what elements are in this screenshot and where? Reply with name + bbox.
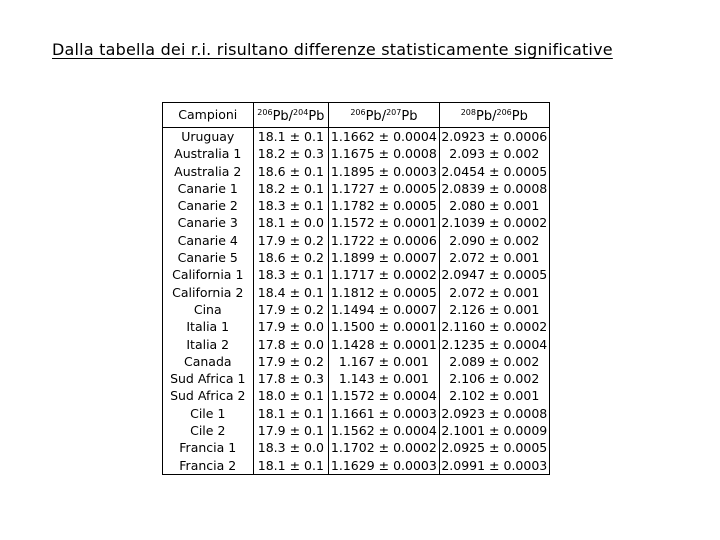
cell-sample: California 2 [163,284,254,301]
cell-ratio-208-206: 2.0947 ± 0.0005 [439,266,549,283]
cell-ratio-206-204: 18.1 ± 0.1 [253,457,329,475]
cell-ratio-206-204: 18.0 ± 0.1 [253,387,329,404]
cell-ratio-206-204: 17.9 ± 0.2 [253,301,329,318]
cell-ratio-208-206: 2.072 ± 0.001 [439,249,549,266]
cell-ratio-208-206: 2.102 ± 0.001 [439,387,549,404]
cell-ratio-206-207: 1.1899 ± 0.0007 [329,249,439,266]
cell-ratio-206-207: 1.1895 ± 0.0003 [329,163,439,180]
cell-ratio-206-207: 1.143 ± 0.001 [329,370,439,387]
cell-ratio-206-207: 1.1702 ± 0.0002 [329,439,439,456]
cell-ratio-206-204: 17.8 ± 0.3 [253,370,329,387]
cell-ratio-206-204: 18.1 ± 0.1 [253,128,329,146]
cell-ratio-208-206: 2.1235 ± 0.0004 [439,336,549,353]
table-body [163,128,550,475]
header-sample: Campioni [163,103,254,128]
table-row [163,336,550,353]
table-row [163,370,550,387]
cell-ratio-208-206: 2.072 ± 0.001 [439,284,549,301]
cell-ratio-208-206: 2.0923 ± 0.0008 [439,405,549,422]
table-row [163,284,550,301]
cell-ratio-208-206: 2.106 ± 0.002 [439,370,549,387]
cell-ratio-206-204: 17.9 ± 0.2 [253,232,329,249]
cell-ratio-206-207: 1.1629 ± 0.0003 [329,457,439,475]
isotope-ratio-table [162,102,550,475]
cell-ratio-208-206: 2.0923 ± 0.0006 [439,128,549,146]
cell-ratio-206-204: 17.9 ± 0.0 [253,318,329,335]
cell-ratio-208-206: 2.0839 ± 0.0008 [439,180,549,197]
cell-sample: Francia 1 [163,439,254,456]
cell-ratio-208-206: 2.093 ± 0.002 [439,145,549,162]
cell-ratio-206-207: 1.1812 ± 0.0005 [329,284,439,301]
cell-ratio-206-207: 1.1500 ± 0.0001 [329,318,439,335]
cell-ratio-206-204: 18.3 ± 0.1 [253,266,329,283]
table-row [163,214,550,231]
table-row [163,266,550,283]
cell-ratio-208-206: 2.089 ± 0.002 [439,353,549,370]
cell-ratio-206-204: 18.6 ± 0.2 [253,249,329,266]
cell-sample: Canada [163,353,254,370]
cell-ratio-208-206: 2.1039 ± 0.0002 [439,214,549,231]
cell-ratio-206-204: 18.3 ± 0.1 [253,197,329,214]
header-ratio-208-206: $^{208}$Pb/$^{206}$Pb [439,103,549,128]
cell-ratio-206-204: 17.9 ± 0.2 [253,353,329,370]
cell-sample: Canarie 4 [163,232,254,249]
cell-ratio-208-206: 2.1160 ± 0.0002 [439,318,549,335]
cell-sample: Francia 2 [163,457,254,475]
cell-ratio-206-207: 1.1494 ± 0.0007 [329,301,439,318]
cell-ratio-206-207: 1.1722 ± 0.0006 [329,232,439,249]
cell-ratio-206-207: 1.1662 ± 0.0004 [329,128,439,146]
cell-ratio-208-206: 2.126 ± 0.001 [439,301,549,318]
cell-ratio-206-207: 1.1562 ± 0.0004 [329,422,439,439]
cell-sample: Australia 2 [163,163,254,180]
cell-sample: California 1 [163,266,254,283]
cell-ratio-206-207: 1.1727 ± 0.0005 [329,180,439,197]
table-row [163,180,550,197]
table-header-row [163,103,550,128]
cell-sample: Canarie 3 [163,214,254,231]
cell-ratio-206-204: 18.3 ± 0.0 [253,439,329,456]
cell-ratio-206-207: 1.1675 ± 0.0008 [329,145,439,162]
slide-title: Dalla tabella dei r.i. risultano differenze statisticamente significative [52,40,613,59]
table-row [163,163,550,180]
table-row [163,318,550,335]
cell-ratio-206-204: 18.4 ± 0.1 [253,284,329,301]
cell-sample: Uruguay [163,128,254,146]
cell-ratio-206-207: 1.1428 ± 0.0001 [329,336,439,353]
table-row [163,422,550,439]
table-row [163,128,550,146]
table-row [163,145,550,162]
cell-sample: Sud Africa 1 [163,370,254,387]
cell-sample: Cile 1 [163,405,254,422]
cell-ratio-206-207: 1.1661 ± 0.0003 [329,405,439,422]
cell-sample: Canarie 1 [163,180,254,197]
cell-sample: Italia 2 [163,336,254,353]
cell-ratio-206-204: 18.1 ± 0.1 [253,405,329,422]
cell-ratio-206-207: 1.1717 ± 0.0002 [329,266,439,283]
table-row [163,439,550,456]
cell-sample: Canarie 5 [163,249,254,266]
table-row [163,457,550,475]
cell-sample: Cina [163,301,254,318]
cell-ratio-206-207: 1.1572 ± 0.0004 [329,387,439,404]
table-row [163,249,550,266]
cell-ratio-206-204: 18.2 ± 0.3 [253,145,329,162]
table-row [163,301,550,318]
cell-ratio-208-206: 2.0925 ± 0.0005 [439,439,549,456]
cell-ratio-206-207: 1.167 ± 0.001 [329,353,439,370]
header-ratio-206-207: $^{206}$Pb/$^{207}$Pb [329,103,439,128]
table-row [163,405,550,422]
cell-ratio-206-207: 1.1782 ± 0.0005 [329,197,439,214]
cell-ratio-206-204: 17.9 ± 0.1 [253,422,329,439]
cell-ratio-206-204: 17.8 ± 0.0 [253,336,329,353]
cell-ratio-208-206: 2.0454 ± 0.0005 [439,163,549,180]
cell-sample: Canarie 2 [163,197,254,214]
cell-sample: Italia 1 [163,318,254,335]
cell-ratio-206-204: 18.6 ± 0.1 [253,163,329,180]
cell-ratio-206-204: 18.2 ± 0.1 [253,180,329,197]
cell-ratio-208-206: 2.080 ± 0.001 [439,197,549,214]
table-row [163,387,550,404]
table-row [163,197,550,214]
cell-sample: Australia 1 [163,145,254,162]
cell-sample: Sud Africa 2 [163,387,254,404]
table-row [163,232,550,249]
cell-sample: Cile 2 [163,422,254,439]
cell-ratio-206-207: 1.1572 ± 0.0001 [329,214,439,231]
cell-ratio-208-206: 2.090 ± 0.002 [439,232,549,249]
cell-ratio-208-206: 2.1001 ± 0.0009 [439,422,549,439]
header-ratio-206-204: $^{206}$Pb/$^{204}$Pb [253,103,329,128]
cell-ratio-206-204: 18.1 ± 0.0 [253,214,329,231]
table-row [163,353,550,370]
cell-ratio-208-206: 2.0991 ± 0.0003 [439,457,549,475]
